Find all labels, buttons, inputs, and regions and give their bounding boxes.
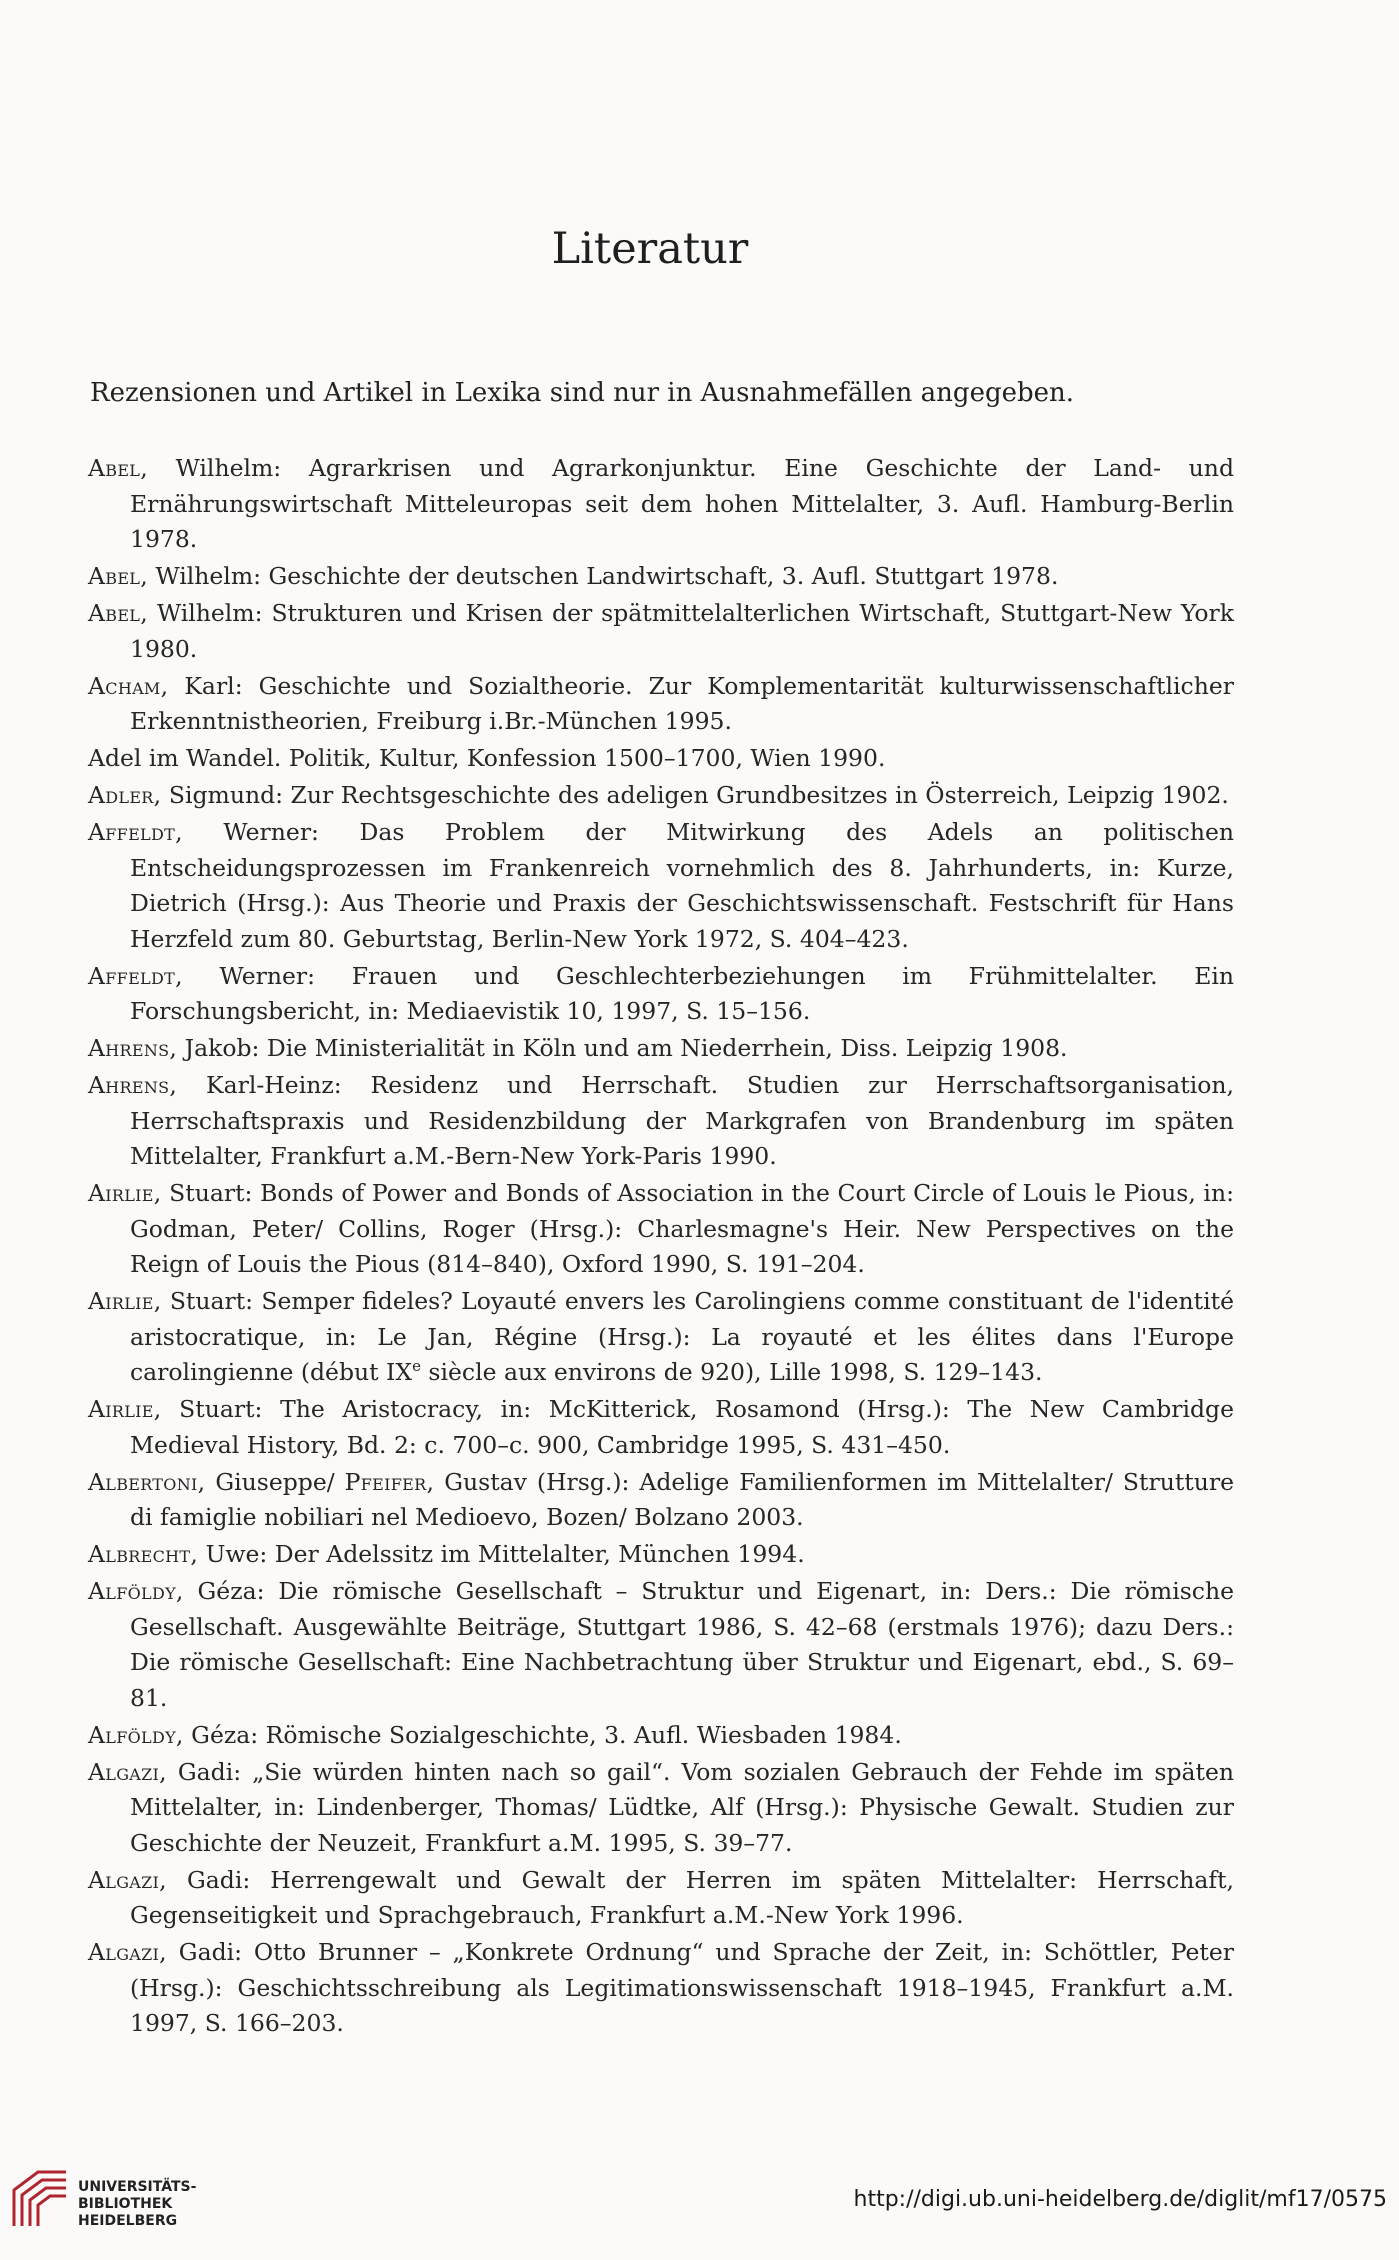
bibliography-list (88, 451, 1234, 2043)
bibliography-entry (88, 1537, 1234, 1573)
entry-text: Géza: Römische Sozialgeschichte, 3. Aufl. Wiesbaden 1984. (183, 1720, 902, 1749)
entry-author: Alföldy, (88, 1577, 184, 1605)
bibliography-entry (88, 1574, 1234, 1716)
library-name (78, 2179, 196, 2230)
entry-text: Uwe: Der Adelssitz im Mittelalter, München 1994. (198, 1540, 805, 1568)
bibliography-entry (88, 1465, 1234, 1536)
entry-author: Adler, (88, 781, 162, 809)
entry-text: Wilhelm: Agrarkrisen und Agrarkonjunktur. Eine Geschichte der Land- und Ernährungswirtschaft Mitteleuropas seit dem hohen Mittelalter, 3. Aufl. Hamburg-Berlin 1978. (130, 454, 1234, 553)
entry-author: Acham, (88, 671, 169, 700)
bibliography-entry (88, 1392, 1234, 1463)
entry-text: Stuart: Semper fideles? Loyauté envers les Carolingiens comme constituant de l'identité aristocratique, in: Le Jan, Régine (Hrsg.): La royauté et les élites dans l'Europe carolingienne (début IX (130, 1287, 1234, 1386)
bibliography-entry (88, 1176, 1234, 1283)
source-url-link[interactable]: http://digi.ub.uni-heidelberg.de/diglit/mf17/0575 (853, 2187, 1387, 2212)
bibliography-entry (88, 559, 1234, 595)
entry-superscript: e (412, 1357, 421, 1376)
entry-author: Albrecht, (88, 1540, 199, 1568)
entry-text: Jakob: Die Ministerialität in Köln und am Niederrhein, Diss. Leipzig 1908. (177, 1034, 1068, 1062)
entry-author: Affeldt, (88, 961, 183, 990)
entry-text: siècle aux environs de 920), Lille 1998, S. 129–143. (420, 1358, 1043, 1386)
bibliography-entry (88, 596, 1234, 667)
entry-text: Sigmund: Zur Rechtsgeschichte des adeligen Grundbesitzes in Österreich, Leipzig 1902. (161, 781, 1229, 809)
entry-author: Airlie, (88, 1395, 162, 1423)
bibliography-entry (88, 1284, 1234, 1391)
entry-author: Abel, (88, 562, 149, 590)
entry-author: Algazi, (88, 1757, 167, 1786)
library-logo-icon (10, 2168, 70, 2232)
bibliography-entry (88, 1935, 1234, 2042)
entry-text: Werner: Frauen und Geschlechterbeziehungen im Frühmittelalter. Ein Forschungsbericht, in: Mediaevistik 10, 1997, S. 15–156. (130, 961, 1234, 1025)
entry-author: Airlie, (88, 1287, 162, 1315)
entry-author: Ahrens, (88, 1034, 178, 1062)
entry-text: Géza: Die römische Gesellschaft – Struktur und Eigenart, in: Ders.: Die römische Gesellschaft. Ausgewählte Beiträge, Stuttgart 1986, S. 42–68 (erstmals 1976); dazu Ders.: Die römische Gesellschaft: Eine Nachbetrachtung über Struktur und Eigenart, ebd., S. 69–81. (130, 1577, 1234, 1712)
entry-text: Giuseppe/ (205, 1467, 345, 1496)
bibliography-entry (88, 1718, 1234, 1754)
entry-author: Airlie, (88, 1179, 162, 1207)
bibliography-entry (88, 669, 1234, 740)
bibliography-entry (88, 741, 1234, 777)
entry-author: Albertoni, (88, 1467, 206, 1496)
entry-text: Karl: Geschichte und Sozialtheorie. Zur Komplementarität kulturwissenschaftlicher Erkenntnistheorien, Freiburg i.Br.-München 1995. (130, 671, 1234, 735)
entry-author: Abel, (88, 599, 149, 627)
bibliography-entry (88, 1068, 1234, 1175)
entry-author: Pfeifer, (344, 1467, 435, 1496)
entry-author: Algazi, (88, 1938, 167, 1966)
entry-author: Affeldt, (88, 818, 183, 846)
intro-note: Rezensionen und Artikel in Lexika sind nur in Ausnahmefällen angegeben. (90, 378, 1075, 408)
library-name-line: BIBLIOTHEK (78, 2196, 173, 2212)
library-name-line: HEIDELBERG (78, 2213, 178, 2229)
bibliography-entry (88, 451, 1234, 558)
entry-text: Gadi: Otto Brunner – „Konkrete Ordnung“ und Sprache der Zeit, in: Schöttler, Peter (Hrsg.): Geschichtsschreibung als Legitimationswissenschaft 1918–1945, Frankfurt a.M. 1997, S. 166–203. (130, 1938, 1234, 2037)
bibliography-entry (88, 1755, 1234, 1862)
entry-text: Adel im Wandel. Politik, Kultur, Konfession 1500–1700, Wien 1990. (88, 744, 886, 772)
entry-text: Stuart: Bonds of Power and Bonds of Association in the Court Circle of Louis le Pious, in: Godman, Peter/ Collins, Roger (Hrsg.): Charlesmagne's Heir. New Perspectives on the Reign of Louis the Pious (814–840), Oxford 1990, S. 191–204. (130, 1179, 1234, 1278)
entry-author: Abel, (88, 454, 149, 482)
entry-author: Algazi, (88, 1865, 167, 1894)
library-name-line: UNIVERSITÄTS- (78, 2179, 197, 2195)
entry-text: Gadi: Herrengewalt und Gewalt der Herren im späten Mittelalter: Herrschaft, Gegenseitigkeit und Sprachgebrauch, Frankfurt a.M.-New York 1996. (130, 1865, 1234, 1929)
entry-text: Gadi: „Sie würden hinten nach so gail“. Vom sozialen Gebrauch der Fehde im späten Mittelalter, in: Lindenberger, Thomas/ Lüdtke, Alf (Hrsg.): Physische Gewalt. Studien zur Geschichte der Neuzeit, Frankfurt a.M. 1995, S. 39–77. (130, 1757, 1234, 1857)
bibliography-entry (88, 1031, 1234, 1067)
entry-text: Stuart: The Aristocracy, in: McKitterick, Rosamond (Hrsg.): The New Cambridge Medieval History, Bd. 2: c. 700–c. 900, Cambridge 1995, S. 431–450. (130, 1395, 1234, 1459)
page-title: Literatur (551, 224, 749, 274)
entry-text: Gustav (Hrsg.): Adelige Familienformen im Mittelalter/ Strutture di famiglie nobiliari nel Medioevo, Bozen/ Bolzano 2003. (130, 1467, 1234, 1531)
bibliography-entry (88, 815, 1234, 957)
footer (0, 2145, 1399, 2260)
entry-author: Alföldy, (88, 1720, 184, 1749)
entry-author: Ahrens, (88, 1071, 178, 1099)
bibliography-entry (88, 778, 1234, 814)
bibliography-entry (88, 1863, 1234, 1934)
entry-text: Wilhelm: Strukturen und Krisen der spätmittelalterlichen Wirtschaft, Stuttgart-New York 1980. (130, 599, 1234, 663)
entry-text: Wilhelm: Geschichte der deutschen Landwirtschaft, 3. Aufl. Stuttgart 1978. (148, 562, 1059, 590)
entry-text: Werner: Das Problem der Mitwirkung des Adels an politischen Entscheidungsprozessen im Frankenreich vornehmlich des 8. Jahrhunderts, in: Kurze, Dietrich (Hrsg.): Aus Theorie und Praxis der Geschichtswissenschaft. Festschrift für Hans Herzfeld zum 80. Geburtstag, Berlin-New York 1972, S. 404–423. (130, 818, 1234, 953)
bibliography-entry (88, 959, 1234, 1030)
entry-text: Karl-Heinz: Residenz und Herrschaft. Studien zur Herrschaftsorganisation, Herrschaftspraxis und Residenzbildung der Markgrafen von Brandenburg im späten Mittelalter, Frankfurt a.M.-Bern-New York-Paris 1990. (130, 1071, 1234, 1170)
